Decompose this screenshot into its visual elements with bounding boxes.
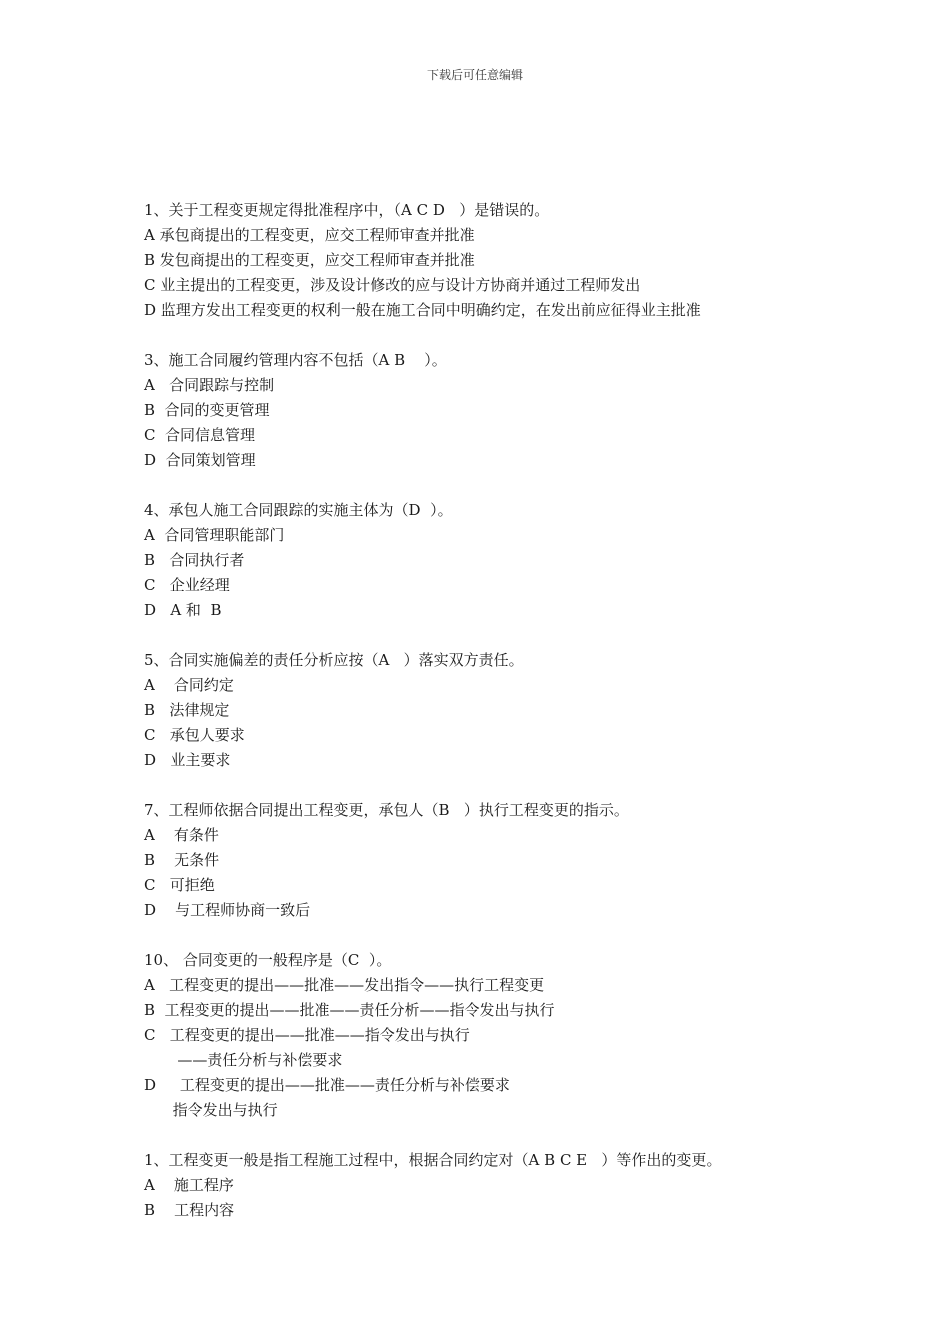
question-option: B 合同的变更管理	[144, 401, 270, 419]
question-option: B 法律规定	[144, 701, 230, 719]
question-title: 4、承包人施工合同跟踪的实施主体为（D ）。	[144, 501, 453, 519]
question-option: A 工程变更的提出——批准——发出指令——执行工程变更	[144, 976, 545, 994]
page-header-note: 下载后可任意编辑	[426, 68, 523, 82]
question-option: A 合同约定	[144, 676, 234, 694]
question-option: B 无条件	[144, 851, 220, 869]
question-title: 1、工程变更一般是指工程施工过程中，根据合同约定对（A B C E ）等作出的变更。	[144, 1151, 722, 1169]
question-title: 3、施工合同履约管理内容不包括（A B ）。	[144, 351, 447, 369]
question-title: 10、 合同变更的一般程序是（C ）。	[144, 951, 392, 969]
question-item	[144, 198, 844, 323]
question-option: 指令发出与执行	[144, 1101, 278, 1119]
question-title: 7、工程师依据合同提出工程变更，承包人（B ）执行工程变更的指示。	[144, 801, 629, 819]
question-option: D 与工程师协商一致后	[144, 901, 311, 919]
question-item	[144, 648, 844, 773]
question-option: C 业主提出的工程变更，涉及设计修改的应与设计方协商并通过工程师发出	[144, 276, 641, 294]
question-item	[144, 1148, 844, 1223]
question-option: D 合同策划管理	[144, 451, 256, 469]
question-option: D 监理方发出工程变更的权利一般在施工合同中明确约定，在发出前应征得业主批准	[144, 301, 701, 319]
question-option: C 企业经理	[144, 576, 230, 594]
question-option: B 发包商提出的工程变更，应交工程师审查并批准	[144, 251, 475, 269]
question-option: D A 和 B	[144, 601, 222, 619]
question-option: A 承包商提出的工程变更，应交工程师审查并批准	[144, 226, 475, 244]
question-option: C 合同信息管理	[144, 426, 256, 444]
question-option: B 合同执行者	[144, 551, 245, 569]
question-option: A 合同跟踪与控制	[144, 376, 275, 394]
question-title: 5、合同实施偏差的责任分析应按（A ）落实双方责任。	[144, 651, 524, 669]
question-option: D 工程变更的提出——批准——责任分析与补偿要求	[144, 1076, 510, 1094]
question-option: D 业主要求	[144, 751, 231, 769]
question-option: B 工程变更的提出——批准——责任分析——指令发出与执行	[144, 1001, 555, 1019]
question-option: C 工程变更的提出——批准——指令发出与执行	[144, 1026, 470, 1044]
question-option: C 可拒绝	[144, 876, 215, 894]
question-option: A 合同管理职能部门	[144, 526, 285, 544]
question-option: B 工程内容	[144, 1201, 235, 1219]
question-option: A 施工程序	[144, 1176, 234, 1194]
question-item	[144, 348, 844, 473]
question-item	[144, 498, 844, 623]
question-item	[144, 948, 844, 1123]
question-option: A 有条件	[144, 826, 219, 844]
question-title: 1、关于工程变更规定得批准程序中，（A C D ）是错误的。	[144, 201, 550, 219]
question-item	[144, 798, 844, 923]
question-option: ——责任分析与补偿要求	[144, 1051, 343, 1069]
question-option: C 承包人要求	[144, 726, 245, 744]
question-list	[144, 198, 844, 1248]
